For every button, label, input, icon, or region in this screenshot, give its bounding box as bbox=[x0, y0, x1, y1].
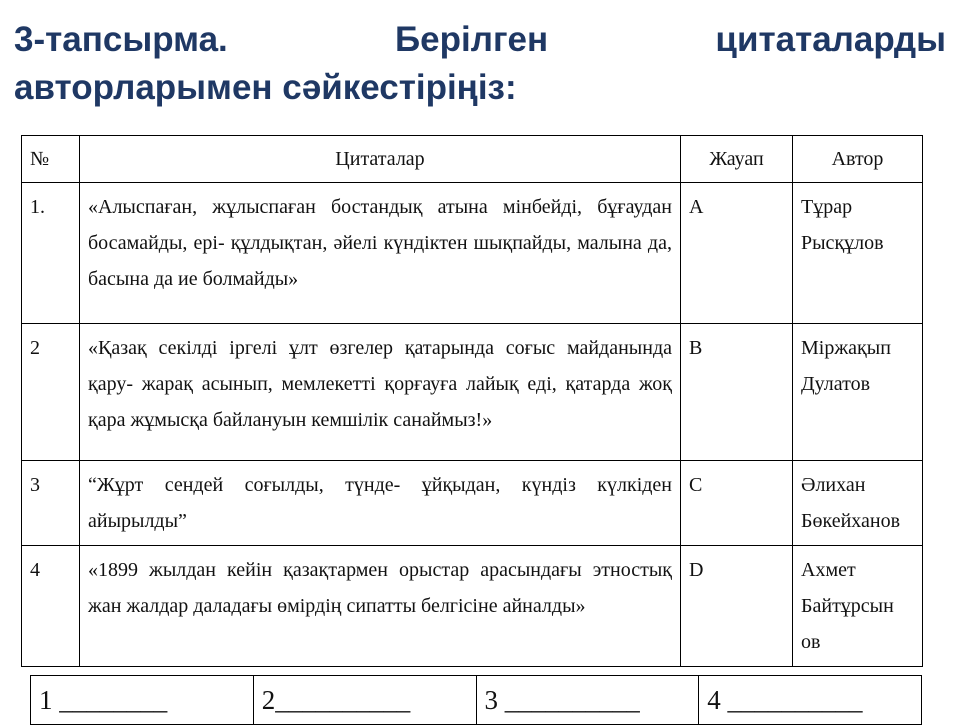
table-row bbox=[22, 461, 923, 546]
task-title-line-1: 3-тапсырма. Берілген цитаталарды bbox=[14, 20, 946, 59]
row-author: Міржақып Дулатов bbox=[793, 324, 923, 461]
answer-row bbox=[31, 676, 922, 725]
row-author: Әлихан Бөкейханов bbox=[793, 461, 923, 546]
task-title bbox=[14, 16, 946, 112]
header-answer: Жауап bbox=[681, 136, 793, 183]
answer-cell-2[interactable]: 2__________ bbox=[253, 676, 476, 725]
row-num: 1. bbox=[22, 183, 80, 324]
row-answer: A bbox=[681, 183, 793, 324]
row-answer: B bbox=[681, 324, 793, 461]
row-author: Тұрар Рысқұлов bbox=[793, 183, 923, 324]
row-answer: D bbox=[681, 546, 793, 667]
row-quote: «Алыспаған, жұлыспаған бостандық атына мінбейді, бұғаудан босамайды, ері- құлдықтан, әйелі күндіктен шықпайды, малына да, басына да ие болмайды» bbox=[80, 183, 681, 324]
table-row bbox=[22, 324, 923, 461]
row-quote: «1899 жылдан кейін қазақтармен орыстар арасындағы этностық жан жалдар даладағы өмірдің сипатты белгісіне айналды» bbox=[80, 546, 681, 667]
header-author: Автор bbox=[793, 136, 923, 183]
row-num: 4 bbox=[22, 546, 80, 667]
answer-table bbox=[30, 675, 922, 725]
row-answer: C bbox=[681, 461, 793, 546]
task-title-line-2: авторларымен сәйкестіріңіз: bbox=[14, 68, 517, 107]
header-num: № bbox=[22, 136, 80, 183]
table-row bbox=[22, 183, 923, 324]
table-row bbox=[22, 546, 923, 667]
header-row bbox=[22, 136, 923, 183]
row-author: Ахмет Байтұрсын ов bbox=[793, 546, 923, 667]
row-quote: «Қазақ секілді іргелі ұлт өзгелер қатарында соғыс майданында қару- жарақ асынып, мемлекетті қорғауға лайық еді, қатарда жоқ қара жұмысқа байлануын кемшілік санаймыз!» bbox=[80, 324, 681, 461]
row-quote: “Жұрт сендей соғылды, түнде- ұйқыдан, күндіз күлкіден айырылды” bbox=[80, 461, 681, 546]
answer-cell-4[interactable]: 4 __________ bbox=[699, 676, 922, 725]
row-num: 2 bbox=[22, 324, 80, 461]
answer-cell-3[interactable]: 3 __________ bbox=[476, 676, 699, 725]
row-num: 3 bbox=[22, 461, 80, 546]
quotes-table bbox=[21, 135, 923, 667]
answer-cell-1[interactable]: 1 ________ bbox=[31, 676, 254, 725]
header-quotes: Цитаталар bbox=[80, 136, 681, 183]
